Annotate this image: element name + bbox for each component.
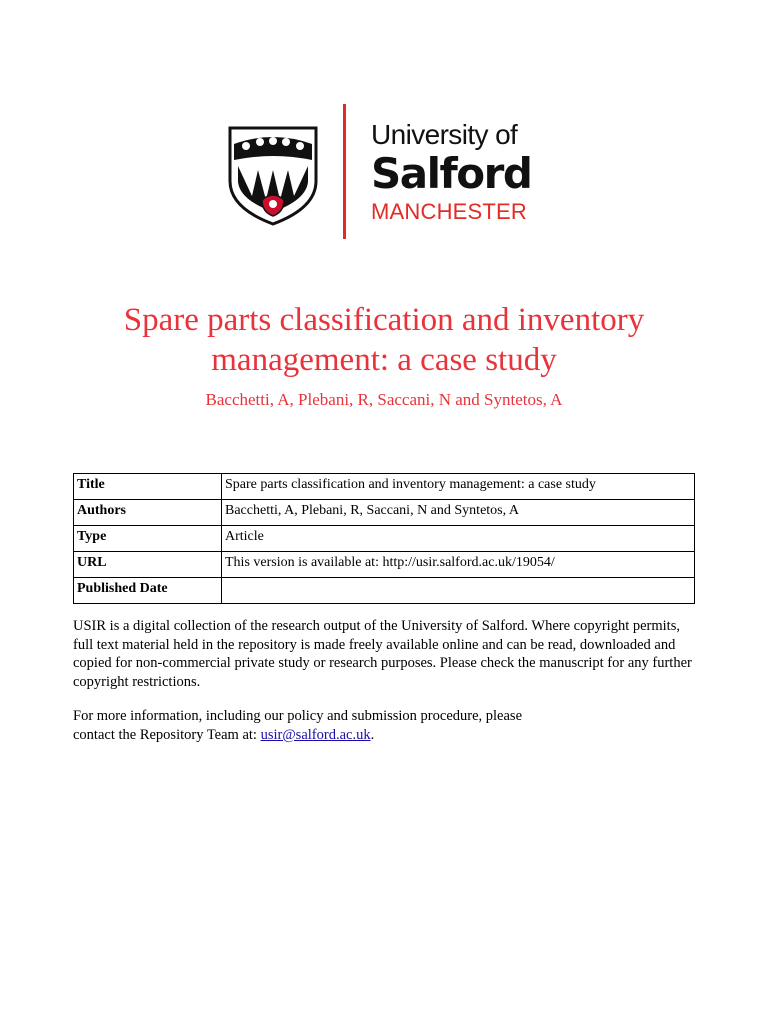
- logo-divider: [343, 104, 346, 239]
- row-label: Type: [74, 526, 222, 552]
- contact-line2-prefix: contact the Repository Team at:: [73, 726, 261, 743]
- table-row: [74, 500, 695, 526]
- row-value: This version is available at: http://usir.salford.ac.uk/19054/: [222, 552, 695, 578]
- document-title: Spare parts classification and inventory management: a case study: [123, 302, 645, 378]
- university-logo: [228, 104, 548, 244]
- table-row: [74, 578, 695, 604]
- row-label: Authors: [74, 500, 222, 526]
- email-link[interactable]: usir@salford.ac.uk: [260, 726, 371, 743]
- row-value: [222, 578, 695, 604]
- contact-line2-suffix: .: [370, 726, 375, 743]
- table-row: [74, 474, 695, 500]
- logo-wordmark: [371, 120, 531, 224]
- table-row: [74, 526, 695, 552]
- logo-line-manchester: MANCHESTER: [371, 199, 528, 224]
- contact-info: [73, 707, 698, 744]
- row-label: Title: [74, 474, 222, 500]
- table-row: [74, 552, 695, 578]
- row-value: Spare parts classification and inventory management: a case study: [222, 474, 695, 500]
- repository-notice: USIR is a digital collection of the research output of the University of Salford. Where copyright permits, full text material held in the repository is made freely available online and can be read, downloaded and copied for non-commercial private study or research purposes. Please check the manuscript for any further copyright restrictions.: [73, 618, 692, 690]
- metadata-table: [73, 473, 695, 604]
- contact-line1: For more information, including our policy and submission procedure, please: [73, 708, 523, 724]
- row-label: Published Date: [74, 578, 222, 604]
- logo-line-salford: Salford: [371, 149, 532, 198]
- document-authors: Bacchetti, A, Plebani, R, Saccani, N and Syntetos, A: [205, 390, 563, 409]
- logo-line-university: University of: [371, 119, 518, 150]
- row-value: Bacchetti, A, Plebani, R, Saccani, N and Syntetos, A: [222, 500, 695, 526]
- row-label: URL: [74, 552, 222, 578]
- crest-icon: [228, 126, 318, 226]
- row-value: Article: [222, 526, 695, 552]
